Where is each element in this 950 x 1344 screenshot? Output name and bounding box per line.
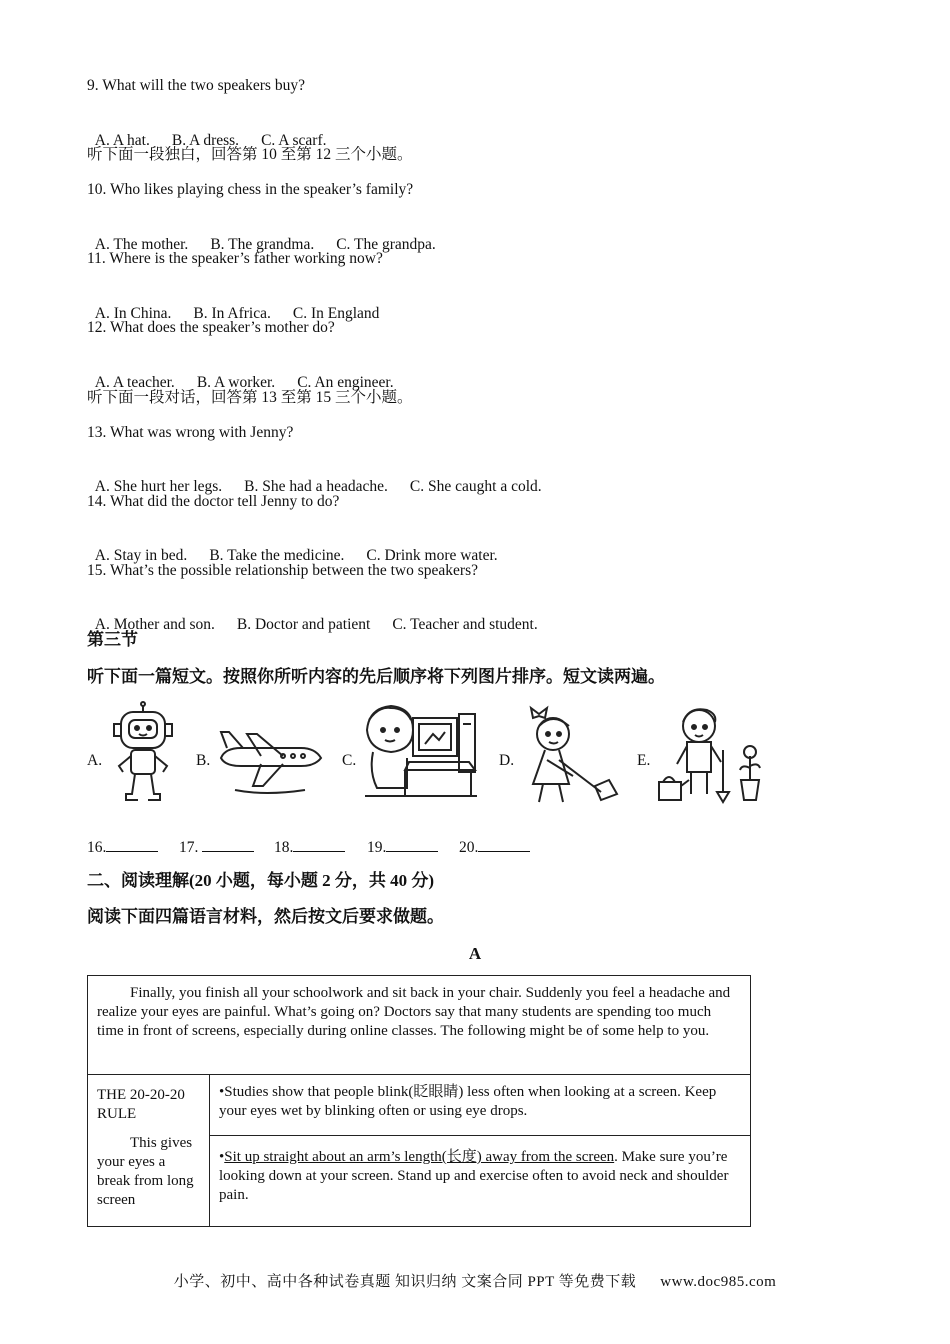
- option-b: B. She had a headache.: [244, 478, 388, 495]
- question-12-options: [87, 353, 416, 393]
- computer-boy-icon: [359, 700, 481, 806]
- tip-2-bullet: •: [219, 1149, 225, 1165]
- boy-gardening-icon: [655, 700, 765, 806]
- answer-blank-17: [179, 837, 254, 857]
- answer-blank-16: [87, 837, 158, 857]
- option-b: B. A dress.: [171, 132, 240, 149]
- question-9: 9. What will the two speakers buy?: [87, 77, 305, 94]
- option-a: A. She hurt her legs.: [94, 478, 223, 495]
- rule-description: This gives your eyes a break from long screen: [97, 1135, 194, 1208]
- option-c: C. Teacher and student.: [392, 616, 538, 633]
- question-13: 13. What was wrong with Jenny?: [87, 424, 294, 441]
- option-b: B. A worker.: [196, 374, 276, 391]
- question-15: 15. What’s the possible relationship between the two speakers?: [87, 562, 478, 579]
- picture-row: [87, 700, 787, 810]
- picture-label-b: B.: [196, 752, 211, 769]
- question-11: 11. Where is the speaker’s father working now?: [87, 250, 383, 267]
- question-15-options: [87, 595, 560, 635]
- option-b: B. The grandma.: [210, 236, 315, 253]
- blank-number: 19.: [367, 839, 387, 856]
- tip-2-underlined: Sit up straight about an arm’s length(长度) away from the screen: [224, 1149, 615, 1165]
- option-c: C. In England: [292, 305, 380, 322]
- question-14: 14. What did the doctor tell Jenny to do?: [87, 493, 340, 510]
- option-b: B. Doctor and patient: [236, 616, 371, 633]
- blank-number: 20.: [459, 839, 479, 856]
- blank-number: 17.: [179, 839, 199, 856]
- answer-blank-18: [274, 837, 345, 857]
- option-b: B. Take the medicine.: [209, 547, 345, 564]
- footer-text: 小学、初中、高中各种试卷真题 知识归纳 文案合同 PPT 等免费下载: [173, 1274, 637, 1290]
- rule-cell: [88, 1075, 210, 1227]
- blank-number: 16.: [87, 839, 107, 856]
- section-3-title: 第三节: [87, 630, 138, 649]
- tip-1: •Studies show that people blink(眨眼睛) less often when looking at a screen. Keep your eyes wet by blinking often or using eye drops.: [210, 1075, 751, 1136]
- passage-a-label: A: [468, 944, 482, 963]
- girl-sweeping-icon: [517, 700, 621, 806]
- instruction-10-12: 听下面一段独白，回答第 10 至第 12 三个小题。: [87, 146, 413, 163]
- option-c: C. A scarf.: [261, 132, 327, 149]
- part-2-title: 二、阅读理解(20 小题，每小题 2 分，共 40 分): [87, 871, 435, 890]
- passage-a-table: [87, 975, 751, 1227]
- footer: [0, 1270, 950, 1291]
- question-14-options: [87, 526, 520, 566]
- picture-label-c: C.: [342, 752, 357, 769]
- option-c: C. Drink more water.: [366, 547, 498, 564]
- option-a: A. A hat.: [94, 132, 150, 149]
- picture-label-d: D.: [499, 752, 515, 769]
- airplane-icon: [215, 718, 327, 802]
- picture-label-a: A.: [87, 752, 103, 769]
- robot-icon: [105, 700, 180, 808]
- answer-blank-20: [459, 837, 530, 857]
- section-3-instruction: 听下面一篇短文。按照你所听内容的先后顺序将下列图片排序。短文读两遍。: [87, 667, 665, 686]
- option-c: C. An engineer.: [297, 374, 394, 391]
- tip-2-rest: . Make sure you’re looking down at your screen. Stand up and exercise often to avoid neck and shoulder pain.: [219, 1149, 729, 1203]
- option-a: A. In China.: [94, 305, 172, 322]
- question-12: 12. What does the speaker’s mother do?: [87, 319, 335, 336]
- answer-blank-19: [367, 837, 438, 857]
- tip-2: [210, 1136, 751, 1227]
- question-10: 10. Who likes playing chess in the speaker’s family?: [87, 181, 414, 198]
- option-a: A. Mother and son.: [94, 616, 215, 633]
- option-c: C. She caught a cold.: [409, 478, 542, 495]
- option-b: B. In Africa.: [193, 305, 271, 322]
- footer-url[interactable]: www.doc985.com: [660, 1274, 777, 1290]
- question-13-options: [87, 457, 564, 497]
- option-a: A. The mother.: [94, 236, 189, 253]
- instruction-13-15: 听下面一段对话，回答第 13 至第 15 三个小题。: [87, 389, 413, 406]
- part-2-instruction: 阅读下面四篇语言材料，然后按文后要求做题。: [87, 907, 444, 926]
- rule-title: THE 20-20-20 RULE: [97, 1087, 185, 1122]
- option-a: A. A teacher.: [94, 374, 175, 391]
- passage-a-intro: Finally, you finish all your schoolwork and sit back in your chair. Suddenly you feel a headache and realize your eyes are painful. What’s going on? Doctors say that many students are spending too much time in front of screens, especially during online classes. The following might be of some help to you.: [88, 976, 751, 1075]
- picture-label-e: E.: [637, 752, 651, 769]
- option-a: A. Stay in bed.: [94, 547, 188, 564]
- option-c: C. The grandpa.: [336, 236, 436, 253]
- blank-number: 18.: [274, 839, 294, 856]
